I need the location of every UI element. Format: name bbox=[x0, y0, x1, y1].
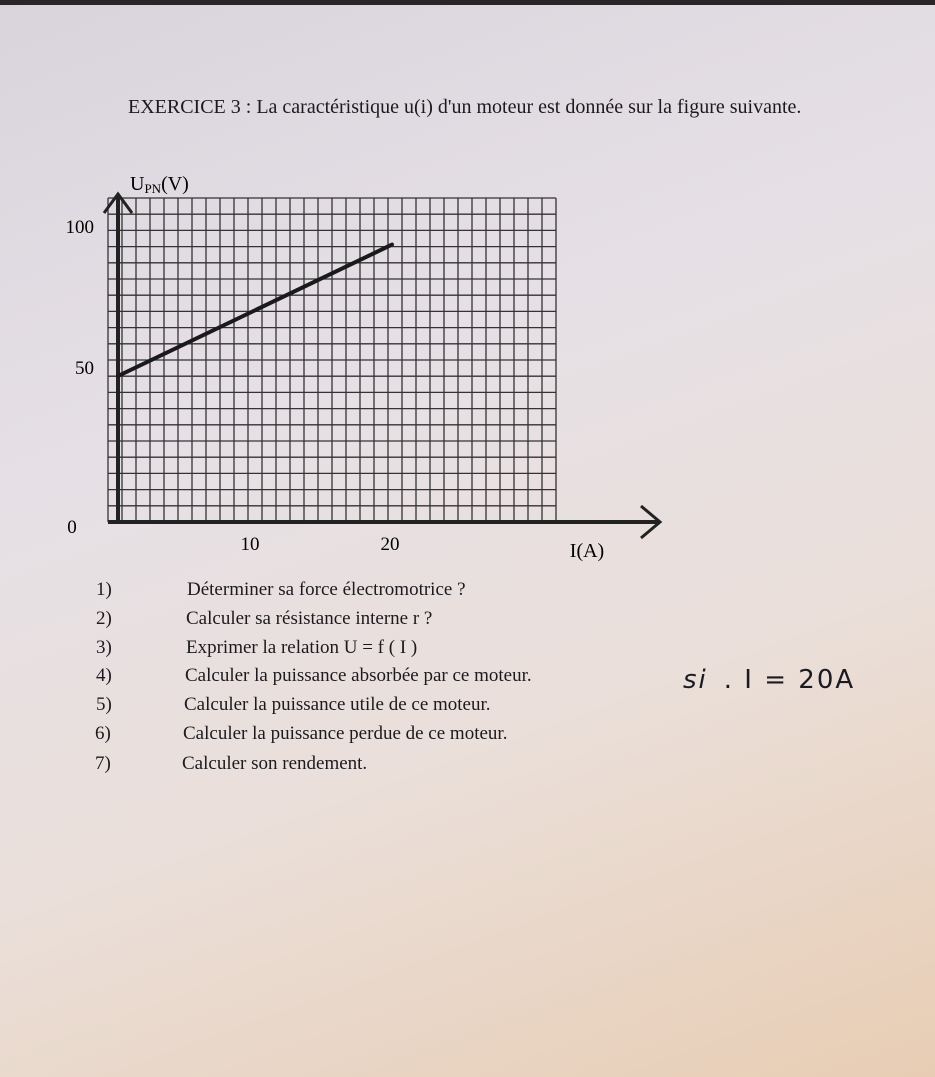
question-number: 7) bbox=[95, 753, 111, 774]
question-text: Calculer la puissance absorbée par ce moteur. bbox=[185, 665, 532, 686]
question-text: Calculer la puissance utile de ce moteur. bbox=[184, 694, 491, 715]
x-axis-label: I(A) bbox=[569, 540, 605, 562]
y-axis-label-unit: (V) bbox=[161, 173, 189, 195]
y-tick-100: 100 bbox=[65, 217, 94, 238]
question-text: Déterminer sa force électromotrice ? bbox=[187, 579, 466, 600]
x-tick-20: 20 bbox=[380, 534, 400, 555]
y-axis-label-main: U bbox=[130, 173, 145, 195]
question-number: 5) bbox=[96, 694, 112, 715]
question-text: Calculer la puissance perdue de ce moteur. bbox=[183, 723, 508, 744]
question-number: 3) bbox=[96, 637, 112, 658]
y-axis-label-sub: PN bbox=[144, 181, 162, 196]
question-number: 1) bbox=[96, 579, 112, 600]
exercise-title: EXERCICE 3 : La caractéristique u(i) d'un moteur est donnée sur la figure suivante. bbox=[128, 96, 802, 118]
handwritten-prefix: si bbox=[683, 665, 708, 695]
question-text: Calculer sa résistance interne r ? bbox=[186, 608, 433, 629]
question-number: 2) bbox=[96, 608, 112, 629]
y-tick-50: 50 bbox=[75, 358, 94, 379]
question-number: 4) bbox=[96, 665, 112, 686]
question-text: Exprimer la relation U = f ( I ) bbox=[186, 637, 418, 658]
x-tick-10: 10 bbox=[240, 534, 260, 555]
y-tick-0: 0 bbox=[67, 517, 77, 538]
question-text: Calculer son rendement. bbox=[182, 753, 368, 774]
handwritten-text: . I = 20A bbox=[723, 665, 856, 695]
question-number: 6) bbox=[95, 723, 111, 744]
handwritten-note bbox=[683, 665, 855, 695]
